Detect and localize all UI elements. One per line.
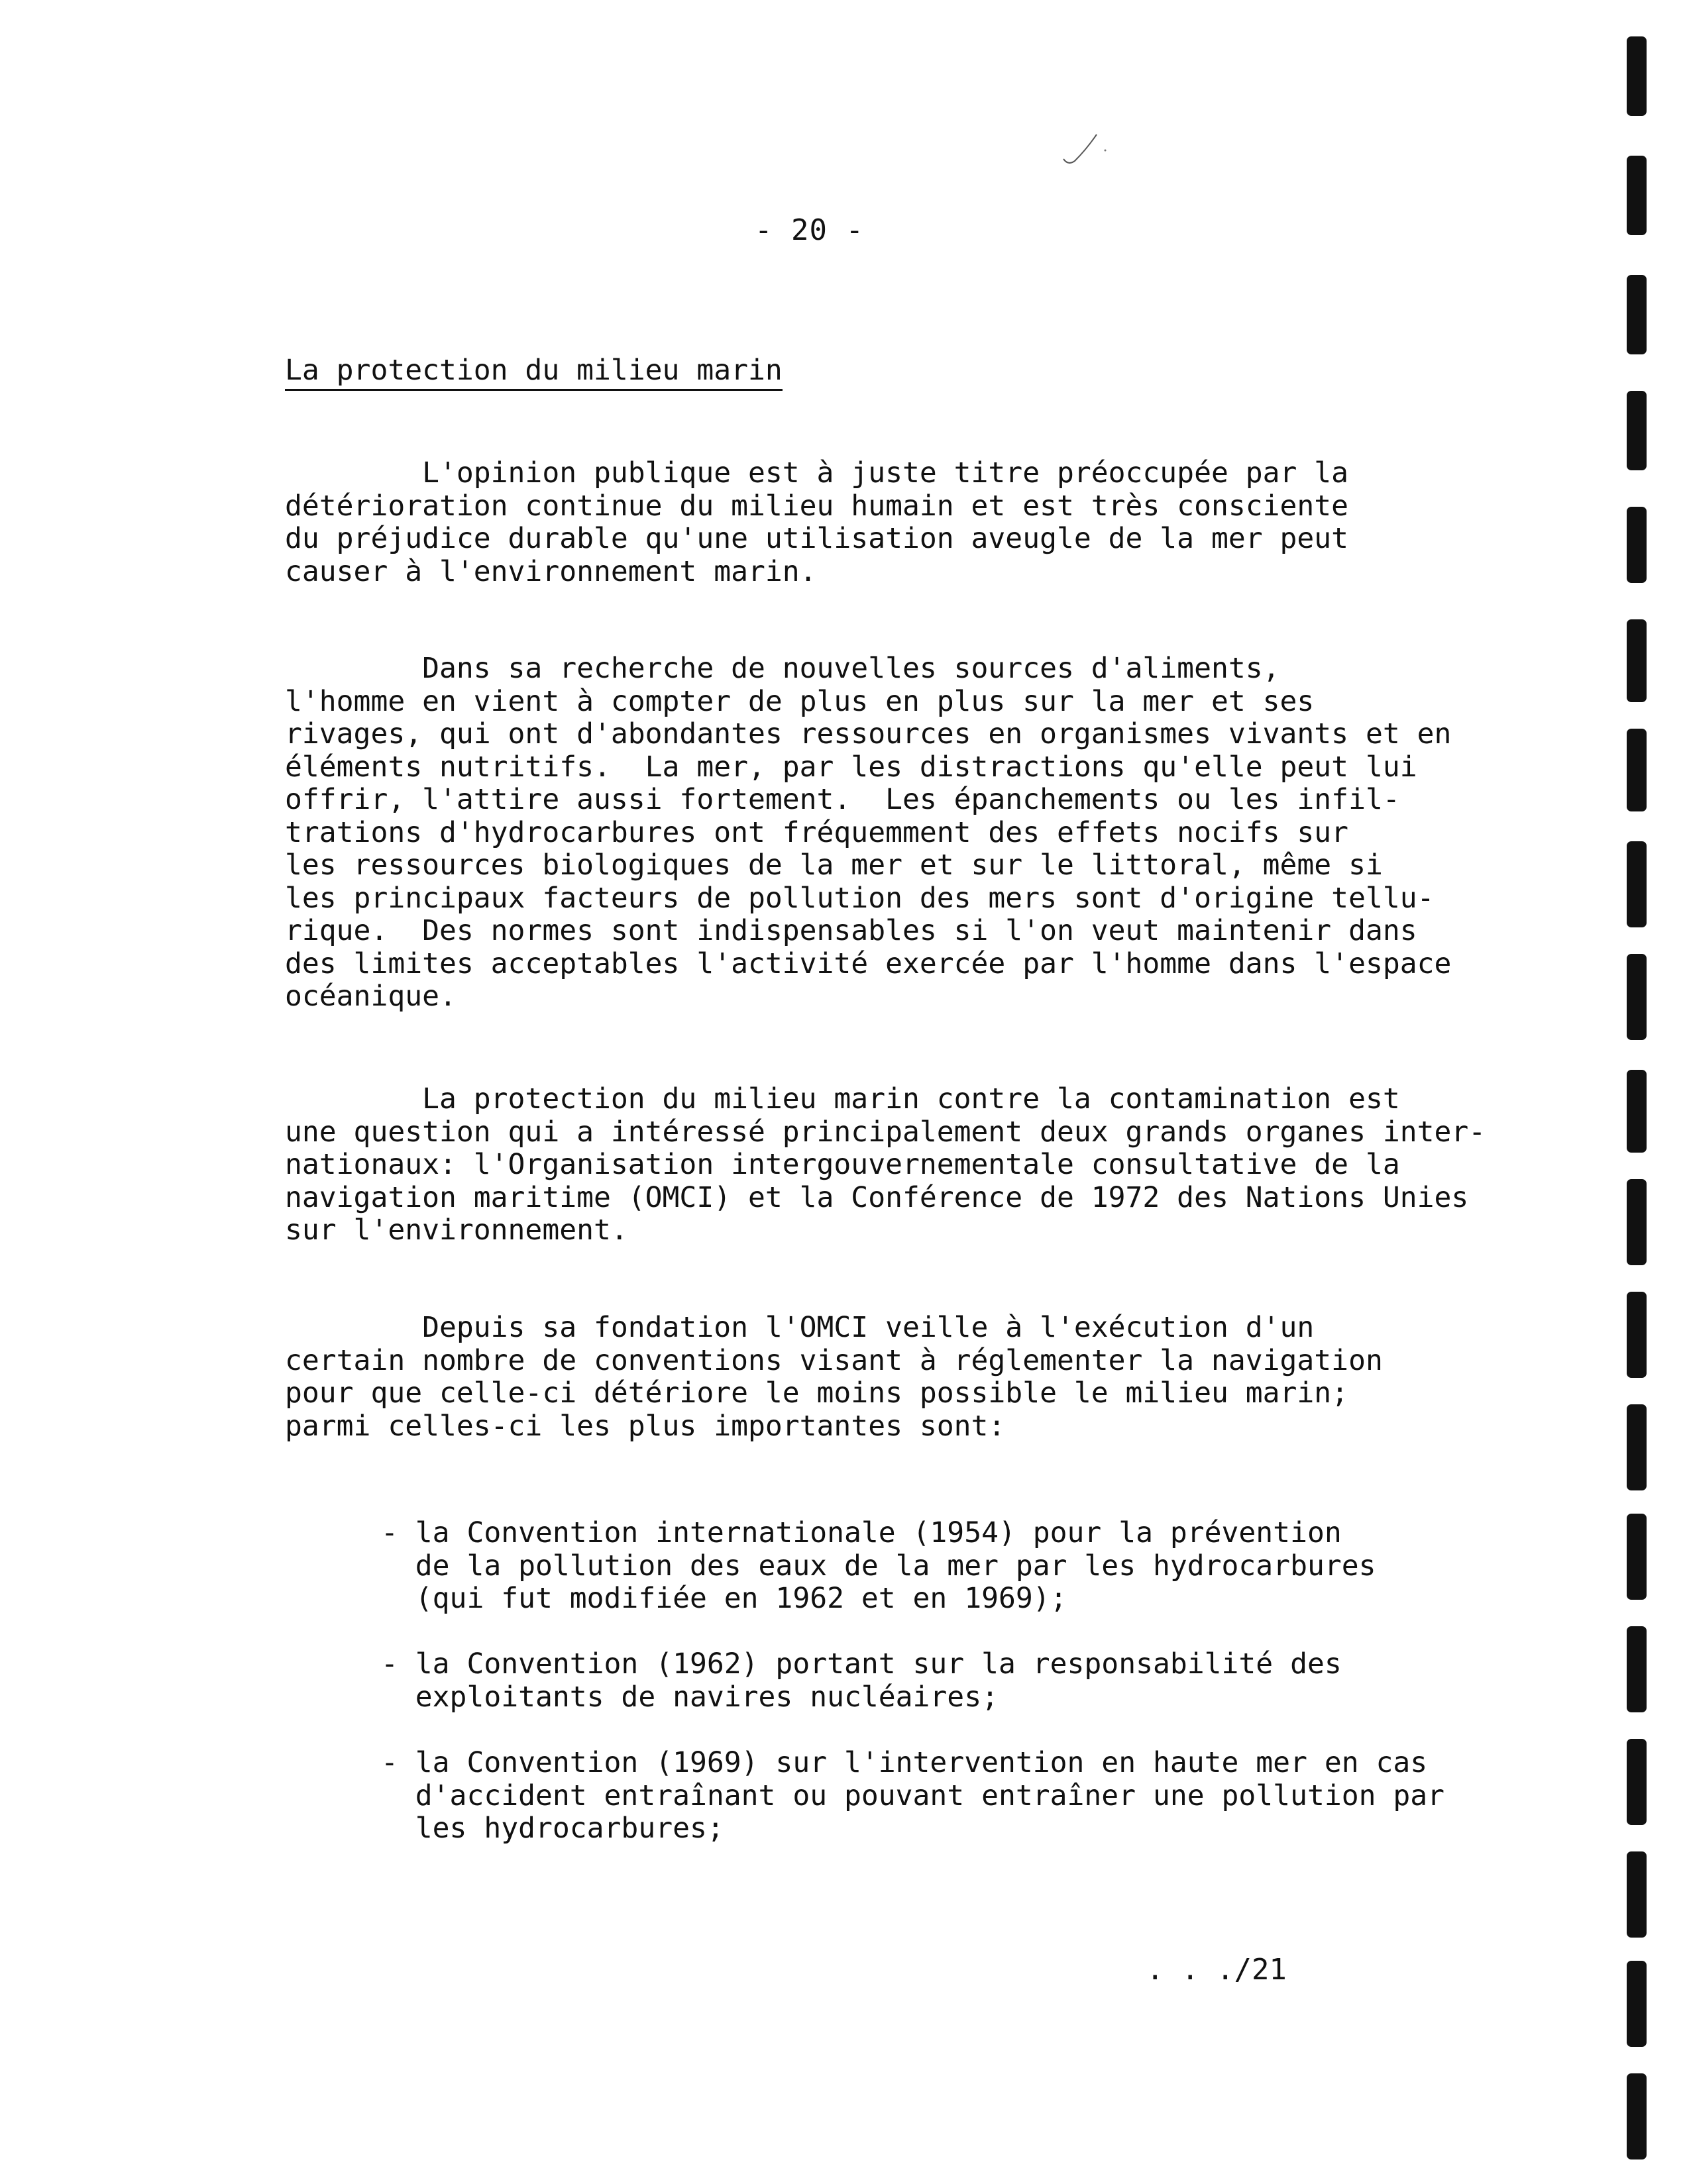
binding-hole <box>1627 156 1647 235</box>
list-item-line: d'accident entraînant ou pouvant entraîner une pollution par <box>381 1779 1445 1812</box>
list-item-line: les hydrocarbures; <box>381 1812 724 1845</box>
paragraph-line: offrir, l'attire aussi fortement. Les épanchements ou les infil- <box>285 783 1400 816</box>
paragraph-line: navigation maritime (OMCI) et la Conférence de 1972 des Nations Unies <box>285 1180 1469 1214</box>
paragraph-line: océanique. <box>285 980 457 1013</box>
binding-hole <box>1627 1404 1647 1490</box>
binding-hole <box>1627 1626 1647 1712</box>
paragraph-line: les ressources biologiques de la mer et sur le littoral, même si <box>285 849 1383 882</box>
binding-hole <box>1627 1292 1647 1378</box>
paragraph-line: Dans sa recherche de nouvelles sources d'aliments, <box>285 652 1280 685</box>
list-item-line: - la Convention internationale (1954) pour la prévention <box>381 1516 1342 1549</box>
list-item-line: de la pollution des eaux de la mer par les hydrocarbures <box>381 1549 1376 1583</box>
binding-hole <box>1627 2073 1647 2159</box>
paragraph-line: causer à l'environnement marin. <box>285 554 817 588</box>
paragraph-line: sur l'environnement. <box>285 1214 628 1247</box>
binding-hole <box>1627 391 1647 470</box>
paragraph-line: une question qui a intéressé principalement deux grands organes inter- <box>285 1115 1486 1149</box>
binding-hole <box>1627 1179 1647 1265</box>
paragraph-line: les principaux facteurs de pollution des mers sont d'origine tellu- <box>285 881 1435 915</box>
binding-hole <box>1627 1070 1647 1153</box>
paragraph-line: nationaux: l'Organisation intergouvernementale consultative de la <box>285 1148 1400 1181</box>
binding-hole <box>1627 1961 1647 2047</box>
paragraph-line: pour que celle-ci détériore le moins possible le milieu marin; <box>285 1377 1349 1410</box>
paragraph-line: La protection du milieu marin contre la contamination est <box>285 1082 1400 1116</box>
paragraph-3 <box>285 1083 1486 1247</box>
page-number <box>0 213 1685 247</box>
paragraph-line: détérioration continue du milieu humain et est très consciente <box>285 489 1349 523</box>
paragraph-line: rivages, qui ont d'abondantes ressources en organismes vivants et en <box>285 717 1452 751</box>
paragraph-line: trations d'hydrocarbures ont fréquemment des effets nocifs sur <box>285 815 1349 849</box>
list-item <box>381 1747 1444 1846</box>
paragraph-1 <box>285 457 1348 588</box>
paragraph-line: éléments nutritifs. La mer, par les distractions qu'elle peut lui <box>285 750 1417 784</box>
paragraph-4 <box>285 1312 1383 1443</box>
paragraph-line: des limites acceptables l'activité exercée par l'homme dans l'espace <box>285 947 1452 980</box>
binding-hole <box>1627 1514 1647 1600</box>
binding-hole <box>1627 954 1647 1040</box>
binding-hole <box>1627 619 1647 702</box>
binding-hole <box>1627 275 1647 354</box>
section-heading: La protection du milieu marin <box>285 353 783 391</box>
list-item-line: - la Convention (1962) portant sur la responsabilité des <box>381 1647 1342 1681</box>
binding-hole <box>1627 1851 1647 1938</box>
binding-hole <box>1627 841 1647 927</box>
binding-hole <box>1627 1739 1647 1825</box>
paragraph-line: rique. Des normes sont indispensables si l'on veut maintenir dans <box>285 914 1417 947</box>
list-item-line: - la Convention (1969) sur l'intervention en haute mer en cas <box>381 1746 1428 1779</box>
list-item <box>381 1517 1376 1616</box>
list-item-line: (qui fut modifiée en 1962 et en 1969); <box>381 1582 1067 1615</box>
list-item-line: exploitants de navires nucléaires; <box>381 1680 999 1714</box>
paragraph-line: l'homme en vient à compter de plus en plus sur la mer et ses <box>285 684 1315 718</box>
list-item <box>381 1648 1342 1714</box>
page-number-text: - 20 - <box>755 213 864 247</box>
paragraph-2 <box>285 652 1451 1014</box>
binding-hole <box>1627 729 1647 811</box>
binding-hole <box>1627 507 1647 583</box>
paragraph-line: du préjudice durable qu'une utilisation aveugle de la mer peut <box>285 522 1349 555</box>
paragraph-line: certain nombre de conventions visant à réglementer la navigation <box>285 1343 1383 1377</box>
paragraph-line: parmi celles-ci les plus importantes sont: <box>285 1409 1006 1443</box>
paragraph-line: L'opinion publique est à juste titre préoccupée par la <box>285 456 1349 490</box>
handwritten-tick-mark <box>1060 129 1107 169</box>
continuation-marker: . . ./21 <box>1146 1953 1287 1987</box>
paragraph-line: Depuis sa fondation l'OMCI veille à l'exécution d'un <box>285 1311 1315 1344</box>
binding-hole <box>1627 36 1647 116</box>
